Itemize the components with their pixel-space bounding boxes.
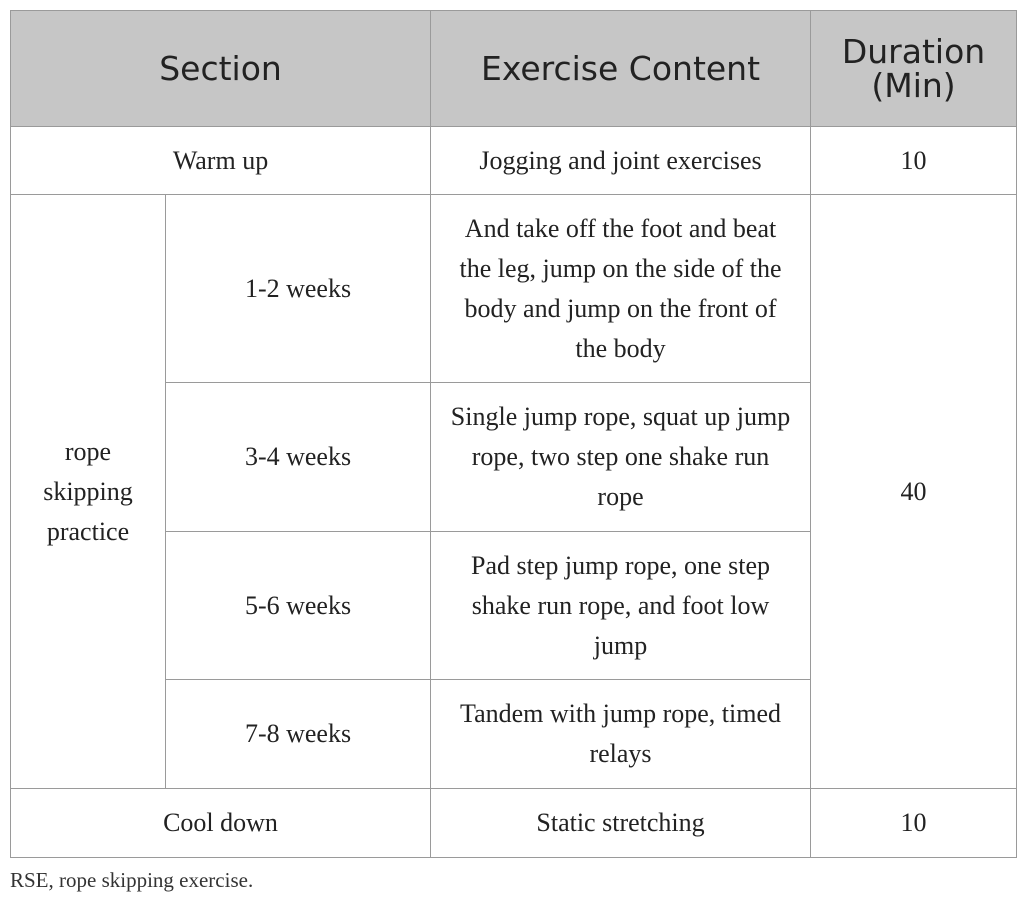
- table-header: [11, 11, 1017, 127]
- cell-duration-cool-down: 10: [811, 789, 1017, 858]
- cell-period-week-5-6: 5-6 weeks: [166, 532, 431, 680]
- cell-duration-warm-up: 10: [811, 127, 1017, 195]
- header-section: Section: [11, 11, 431, 127]
- header-exercise-content: Exercise Content: [431, 11, 811, 127]
- cell-section-warm-up: Warm up: [11, 127, 431, 195]
- table-row-week-1-2: [11, 195, 1017, 383]
- table-body: [11, 127, 1017, 858]
- cell-content-week-3-4: Single jump rope, squat up jump rope, two step one shake run rope: [431, 383, 811, 532]
- cell-section-rope-skipping-practice: rope skipping practice: [11, 195, 166, 789]
- header-duration: Duration (Min): [811, 11, 1017, 127]
- cell-content-warm-up: Jogging and joint exercises: [431, 127, 811, 195]
- cell-content-cool-down: Static stretching: [431, 789, 811, 858]
- cell-period-week-7-8: 7-8 weeks: [166, 680, 431, 789]
- exercise-table-container: [10, 10, 1016, 858]
- table-row-warm-up: [11, 127, 1017, 195]
- table-row-cool-down: [11, 789, 1017, 858]
- table-footnote: RSE, rope skipping exercise.: [10, 868, 254, 892]
- cell-content-week-1-2: And take off the foot and beat the leg, jump on the side of the body and jump on the front of the body: [431, 195, 811, 383]
- cell-content-week-5-6: Pad step jump rope, one step shake run rope, and foot low jump: [431, 532, 811, 680]
- cell-section-cool-down: Cool down: [11, 789, 431, 858]
- cell-duration-practice: 40: [811, 195, 1017, 789]
- cell-period-week-3-4: 3-4 weeks: [166, 383, 431, 532]
- cell-content-week-7-8: Tandem with jump rope, timed relays: [431, 680, 811, 789]
- cell-period-week-1-2: 1-2 weeks: [166, 195, 431, 383]
- header-row: [11, 11, 1017, 127]
- exercise-schedule-table: [10, 10, 1017, 858]
